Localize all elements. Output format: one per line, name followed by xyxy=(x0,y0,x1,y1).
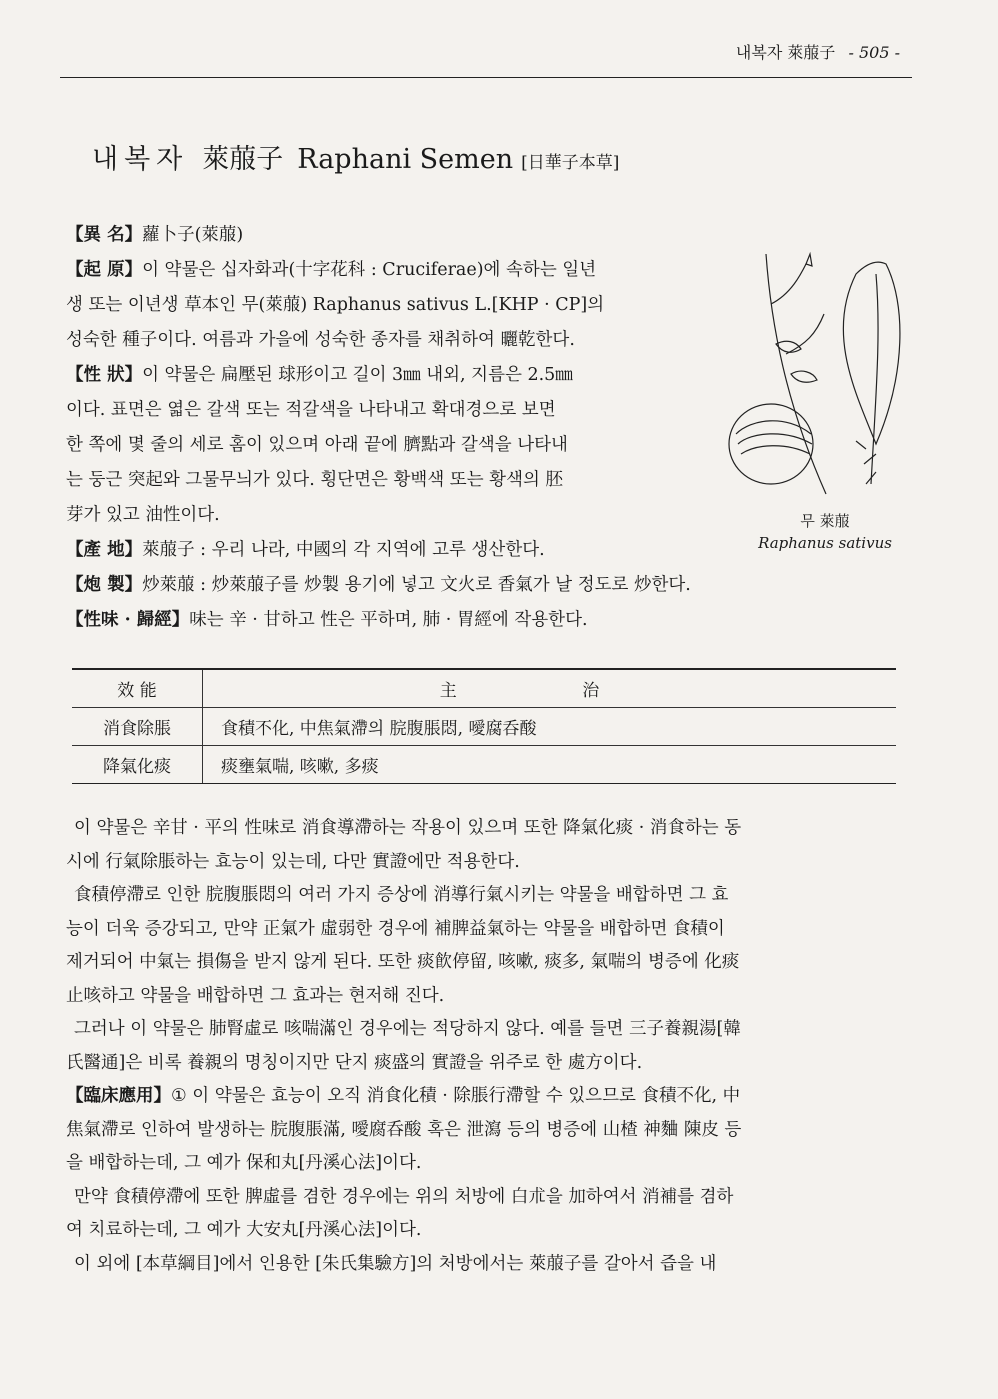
paragraph-line: 이 약물은 辛甘 · 平의 性味로 消食導滯하는 작용이 있으며 또한 降氣化痰 · 消食하는 동 xyxy=(74,818,742,838)
nature-text: 味는 辛 · 甘하고 性은 平하며, 肺 · 胃經에 작용한다. xyxy=(189,610,588,630)
paragraph-line: 그러나 이 약물은 肺腎虛로 咳喘滿인 경우에는 적당하지 않다. 예를 들면 三子養親湯[韓 xyxy=(74,1019,741,1039)
processing-line xyxy=(66,568,916,603)
illustration-caption xyxy=(740,510,910,554)
origin-line xyxy=(66,253,726,288)
table-cell: 降氣化痰 xyxy=(72,746,203,783)
clinical-line: 焦氣滯로 인하여 발생하는 脘腹脹滿, 噯腐呑酸 혹은 泄瀉 등의 병증에 山楂 神麯 陳皮 등 xyxy=(66,1119,742,1140)
alias-tag: 【異 名】 xyxy=(66,225,143,245)
clinical-tag: 【臨床應用】 xyxy=(66,1086,171,1106)
discussion-body xyxy=(66,812,916,1281)
title-latin: Raphani Semen xyxy=(297,144,514,175)
properties-tag: 【性 狀】 xyxy=(66,365,143,385)
title-source: [日華子本草] xyxy=(521,153,620,173)
entry-title xyxy=(92,137,619,176)
efficacy-table xyxy=(72,668,896,784)
table-row xyxy=(72,746,896,783)
nature-line xyxy=(66,603,916,638)
properties-line: 한 쪽에 몇 줄의 세로 홈이 있으며 아래 끝에 臍點과 갈색을 나타내 xyxy=(66,435,568,455)
paragraph-line: 시에 行氣除脹하는 효능이 있는데, 다만 實證에만 적용한다. xyxy=(66,851,520,872)
clinical-line: 을 배합하는데, 그 예가 保和丸[丹溪心法]이다. xyxy=(66,1153,422,1173)
clinical-line xyxy=(66,1080,916,1114)
title-hanja: 萊菔子 xyxy=(202,144,284,175)
properties-line: 는 둥근 突起와 그물무늬가 있다. 횡단면은 황백색 또는 황색의 胚 xyxy=(66,470,563,490)
paragraph-line: 능이 더욱 증강되고, 만약 正氣가 虛弱한 경우에 補脾益氣하는 약물을 배합하면 食積이 xyxy=(66,918,725,939)
properties-line xyxy=(66,358,726,393)
clinical-line: 만약 食積停滯에 또한 脾虛를 겸한 경우에는 위의 처방에 白朮을 加하여서 消補를 겸하 xyxy=(74,1186,734,1207)
origin-tag: 【起 原】 xyxy=(66,260,143,280)
title-korean: 내복자 xyxy=(92,144,189,175)
caption-korean: 무 萊菔 xyxy=(800,512,850,530)
table-row xyxy=(72,708,896,746)
properties-text: 이 약물은 扁壓된 球形이고 길이 3㎜ 내외, 지름은 2.5㎜ xyxy=(142,365,573,385)
properties-line: 이다. 표면은 엷은 갈색 또는 적갈색을 나타내고 확대경으로 보면 xyxy=(66,400,556,420)
paragraph-line: 제거되어 中氣는 損傷을 받지 않게 된다. 또한 痰飮停留, 咳嗽, 痰多, 氣喘의 병증에 化痰 xyxy=(66,952,740,972)
processing-text: 炒萊菔 : 炒萊菔子를 炒製 용기에 넣고 文火로 香氣가 날 정도로 炒한다. xyxy=(142,575,691,595)
clinical-line: 여 치료하는데, 그 예가 大安丸[丹溪心法]이다. xyxy=(66,1220,422,1240)
running-title: 내복자 萊菔子 xyxy=(735,43,836,62)
nature-tag: 【性味 · 歸經】 xyxy=(66,610,190,630)
running-header xyxy=(0,40,900,63)
region-text: 萊菔子 : 우리 나라, 中國의 각 지역에 고루 생산한다. xyxy=(142,540,545,560)
origin-line: 성숙한 種子이다. 여름과 가을에 성숙한 종자를 채취하여 曬乾한다. xyxy=(66,330,575,350)
origin-line: 생 또는 이년생 草本인 무(萊菔) Raphanus sativus L.[KHP · CP]의 xyxy=(66,295,605,315)
paragraph-line: 食積停滯로 인한 脘腹脹悶의 여러 가지 증상에 消導行氣시키는 약물을 배합하면 그 효 xyxy=(74,885,729,905)
page-number: - 505 - xyxy=(848,43,900,62)
table-cell: 食積不化, 中焦氣滯의 脘腹脹悶, 噯腐呑酸 xyxy=(221,719,537,739)
processing-tag: 【炮 製】 xyxy=(66,575,143,595)
table-cell: 痰壅氣喘, 咳嗽, 多痰 xyxy=(221,757,379,777)
properties-section xyxy=(66,358,726,533)
paragraph-line: 氏醫通]은 비록 養親의 명칭이지만 단지 痰盛의 實證을 위주로 한 處方이다. xyxy=(66,1052,643,1073)
table-cell: 消食除脹 xyxy=(72,708,203,745)
clinical-text: ① 이 약물은 효능이 오직 消食化積 · 除脹行滯할 수 있으므로 食積不化, 中 xyxy=(171,1086,741,1106)
header-rule xyxy=(60,77,912,78)
caption-latin: Raphanus sativus xyxy=(758,534,892,552)
paragraph-line: 止咳하고 약물을 배합하면 그 효과는 현저해 진다. xyxy=(66,985,445,1006)
table-header-cell: 主 治 xyxy=(439,681,660,701)
clinical-line: 이 외에 [本草綱目]에서 인용한 [朱氏集驗方]의 처방에서는 萊菔子를 갈아서 즙을 내 xyxy=(74,1253,717,1274)
radish-illustration xyxy=(716,244,916,514)
origin-section xyxy=(66,253,726,358)
alias-text: 蘿卜子(萊菔) xyxy=(142,225,244,245)
region-tag: 【產 地】 xyxy=(66,540,143,560)
properties-line: 芽가 있고 油性이다. xyxy=(66,505,220,525)
origin-text: 이 약물은 십자화과(十字花科 : Cruciferae)에 속하는 일년 xyxy=(142,260,597,280)
table-header-cell: 效 能 xyxy=(72,670,203,707)
table-header-row xyxy=(72,670,896,708)
